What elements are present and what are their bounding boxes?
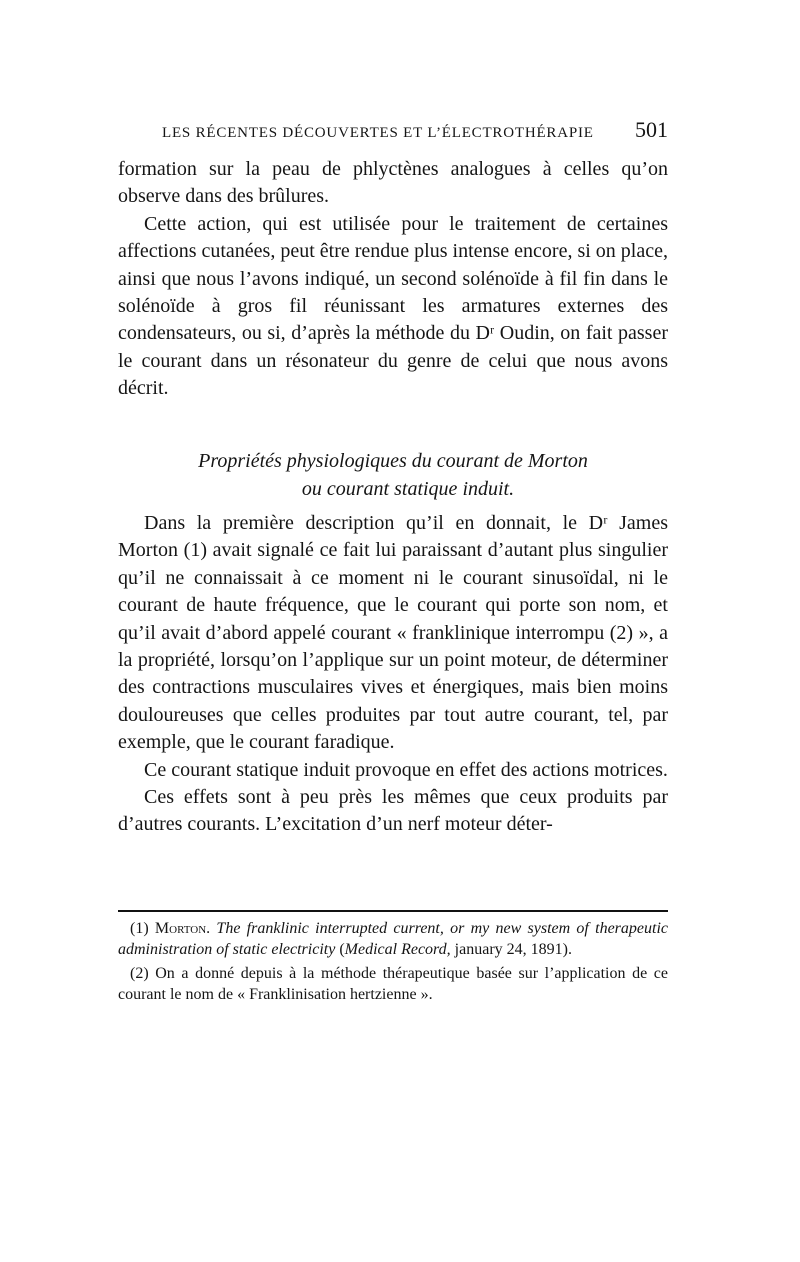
footnote-1-source: Medical Record, [344,941,451,958]
footnote-1-marker: (1) [130,920,149,937]
paragraph-actions-motrices: Ce courant statique induit provoque en effet des actions motrices. [144,758,668,781]
text-block-top [118,156,668,403]
section-heading-line-1: Propriétés physiologiques du courant de Morton [198,450,588,472]
paragraph-cette-action: Cette action, qui est utilisée pour le traitement de certaines affections cutanées, peut être rendue plus intense encore, si on place, ainsi que nous l’avons indiqué, un second solénoïde à fil fin dans le solénoïde à gros fil réunissant les armatures externes des condensateurs, ou si, d’après la méthode du Dʳ Oudin, on fait passer le courant dans un résonateur du genre de celui que nous avons décrit. [118,212,668,400]
paragraph-effets: Ces effets sont à peu près les mêmes que ceux produits par d’autres courants. L’excitation d’un nerf moteur déter- [118,786,668,836]
footnote-2: (2) On a donné depuis à la méthode thérapeutique basée sur l’application de ce courant le nom de « Franklinisation hertzienne ». [118,965,668,1003]
footnote-1-date: january 24, 1891). [454,941,572,958]
section-heading [118,447,668,503]
running-title: LES RÉCENTES DÉCOUVERTES ET L’ÉLECTROTHÉRAPIE [162,125,594,141]
footnote-1: (1) Morton. The franklinic interrupted current, or my new system of therapeutic administration of static electricity (Medical Record, january 24, 1891). [118,920,668,958]
footnote-divider [118,910,668,912]
paragraph-premiere-description: Dans la première description qu’il en donnait, le Dʳ James Morton (1) avait signalé ce fait lui paraissant d’autant plus singulier qu’il ne connaissait à ce moment ni le courant sinusoïdal, ni le courant de haute fréquence, que le courant qui porte son nom, et qu’il avait d’abord appelé courant « franklinique interrompu (2) », a la propriété, lorsqu’on l’applique sur un point moteur, de déterminer des contractions musculaires vives et énergiques, mais bien moins douloureuses que celles produites par tout autre courant, tel, par exemple, que le courant faradique. [118,512,668,754]
footnote-1-author: Morton. [154,920,211,937]
footnote-1-title: The franklinic interrupted current, or my new system of therapeutic administration of static electricity [118,920,668,958]
running-header [162,117,668,143]
paragraph-continuation: formation sur la peau de phlyctènes analogues à celles qu’on observe dans des brûlures. [118,158,668,208]
text-block-bottom [118,510,668,839]
section-heading-line-2: ou courant statique induit. [301,478,515,500]
page-number: 501 [635,117,668,142]
footnotes [118,918,668,1008]
